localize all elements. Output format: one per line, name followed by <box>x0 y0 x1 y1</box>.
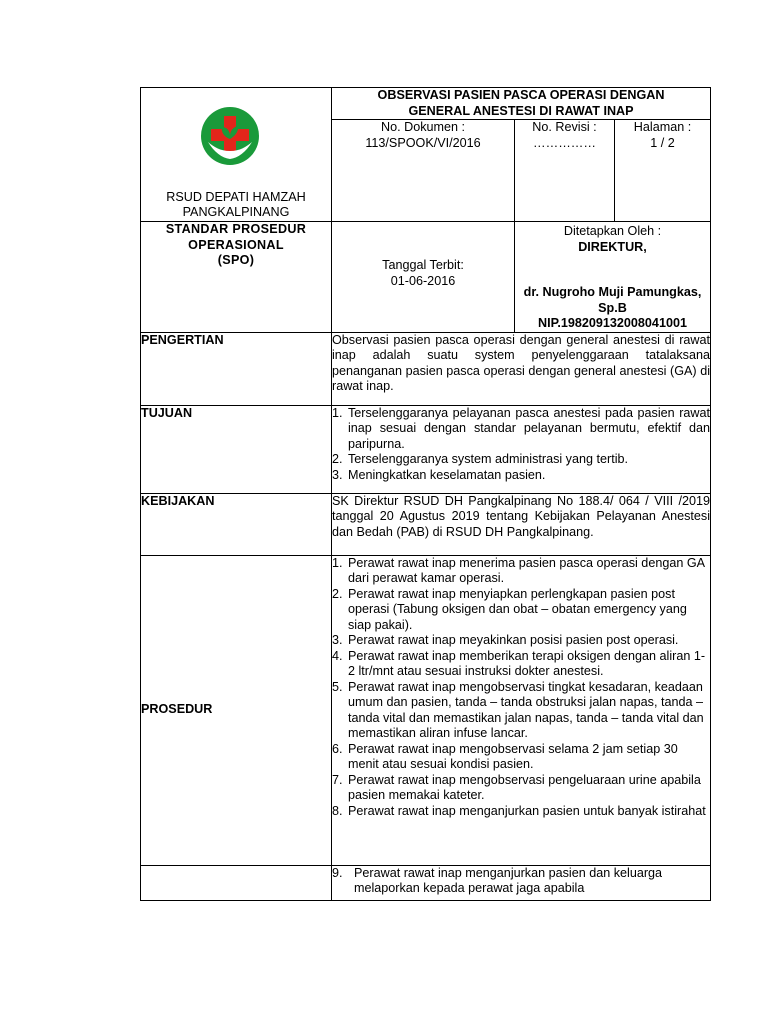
prosedur-continued-cell <box>332 865 711 900</box>
spo-title-cell <box>141 222 332 333</box>
prosedur-item: 7. Perawat rawat inap mengobservasi pengeluaraan urine apabila pasien memakai kateter. <box>332 772 701 802</box>
ditetapkan-cell <box>515 222 711 333</box>
tujuan-item: 3. Meningkatkan keselamatan pasien. <box>332 467 546 482</box>
spo-title-line-1: STANDAR PROSEDUR <box>165 222 307 236</box>
tujuan-list <box>332 406 710 484</box>
hospital-cross-hands-icon <box>200 106 260 166</box>
prosedur-label: PROSEDUR <box>141 555 332 865</box>
title-line-2: GENERAL ANESTESI DI RAWAT INAP <box>408 103 634 118</box>
signer-nip: NIP.198209132008041001 <box>538 316 687 330</box>
no-revisi-cell <box>515 120 615 222</box>
no-dokumen-value: 113/SPOOK/VI/2016 <box>365 135 481 150</box>
prosedur-item: 2. Perawat rawat inap menyiapkan perlengkapan pasien post operasi (Tabung oksigen dan obat – obatan emergency yang siap pakai). <box>332 586 687 632</box>
prosedur-list <box>332 556 710 820</box>
title-line-1: OBSERVASI PASIEN PASCA OPERASI DENGAN <box>377 88 665 102</box>
tujuan-label: TUJUAN <box>141 405 332 493</box>
prosedur-item: 8. Perawat rawat inap menganjurkan pasien untuk banyak istirahat <box>332 803 706 818</box>
tujuan-item: 1. Terselenggaranya pelayanan pasca anestesi pada pasien rawat inap sesuai dengan standar pelayanan bermutu, efektif dan paripurna. <box>332 405 710 451</box>
empty-label-cell <box>141 865 332 900</box>
no-revisi-value: …………… <box>533 135 596 150</box>
kebijakan-text: SK Direktur RSUD DH Pangkalpinang No 188.4/ 064 / VIII /2019 tanggal 20 Agustus 2019 tentang Kebijakan Pelayanan Anestesi dan Bedah (PAB) di RSUD DH Pangkalpinang. <box>332 493 711 555</box>
prosedur-item: 9. Perawat rawat inap menganjurkan pasien dan keluarga melaporkan kepada perawat jaga apabila <box>332 865 663 895</box>
prosedur-item: 3. Perawat rawat inap meyakinkan posisi pasien post operasi. <box>332 633 679 647</box>
tanggal-terbit-label: Tanggal Terbit: <box>382 258 464 272</box>
tujuan-item: 2. Terselenggaranya system administrasi yang tertib. <box>332 452 628 466</box>
spo-title-line-3: (SPO) <box>217 253 255 267</box>
pengertian-label: PENGERTIAN <box>141 332 332 405</box>
tanggal-terbit-cell <box>332 222 515 333</box>
spo-document <box>140 87 710 901</box>
prosedur-item: 1. Perawat rawat inap menerima pasien pasca operasi dengan GA dari perawat kamar operasi. <box>332 555 705 585</box>
spo-title-line-2: OPERASIONAL <box>188 237 284 252</box>
no-revisi-label: No. Revisi : <box>532 120 597 134</box>
prosedur-item: 6. Perawat rawat inap mengobservasi selama 2 jam setiap 30 menit atau sesuai kondisi pasien. <box>332 741 678 771</box>
signer-title: Sp.B <box>598 300 627 315</box>
prosedur-list-continued <box>332 866 710 897</box>
prosedur-item: 5. Perawat rawat inap mengobservasi tingkat kesadaran, keadaan umum dan pasien, tanda – tanda obstruksi jalan napas, tanda – tanda vital dan memastikan jalan napas, tanda – tanda vital dan memastikan aliran infuse lancar. <box>332 679 704 740</box>
institution-name <box>141 190 331 220</box>
halaman-label: Halaman : <box>633 120 692 134</box>
spo-table <box>140 87 711 901</box>
tujuan-cell <box>332 405 711 493</box>
tanggal-terbit-value: 01-06-2016 <box>390 273 456 288</box>
ditetapkan-label: Ditetapkan Oleh : <box>563 224 662 238</box>
logo-cell <box>141 88 332 222</box>
institution-line-2: PANGKALPINANG <box>182 205 290 219</box>
kebijakan-label: KEBIJAKAN <box>141 493 332 555</box>
ditetapkan-role: DIREKTUR, <box>578 239 647 254</box>
no-dokumen-cell <box>332 120 515 222</box>
prosedur-cell <box>332 555 711 865</box>
halaman-value: 1 / 2 <box>650 135 675 150</box>
prosedur-item: 4. Perawat rawat inap memberikan terapi oksigen dengan aliran 1-2 ltr/mnt atau sesuai instruksi dokter anestesi. <box>332 648 706 678</box>
document-title <box>332 88 711 120</box>
no-dokumen-label: No. Dokumen : <box>381 120 465 134</box>
signer-name: dr. Nugroho Muji Pamungkas, <box>523 285 702 299</box>
institution-line-1: RSUD DEPATI HAMZAH <box>166 190 306 204</box>
halaman-cell <box>615 120 711 222</box>
pengertian-text: Observasi pasien pasca operasi dengan general anestesi di rawat inap adalah suatu system penyelenggaraan tatalaksana penanganan pasien pasca operasi dengan general anestesi (GA) di rawat inap. <box>332 332 711 405</box>
